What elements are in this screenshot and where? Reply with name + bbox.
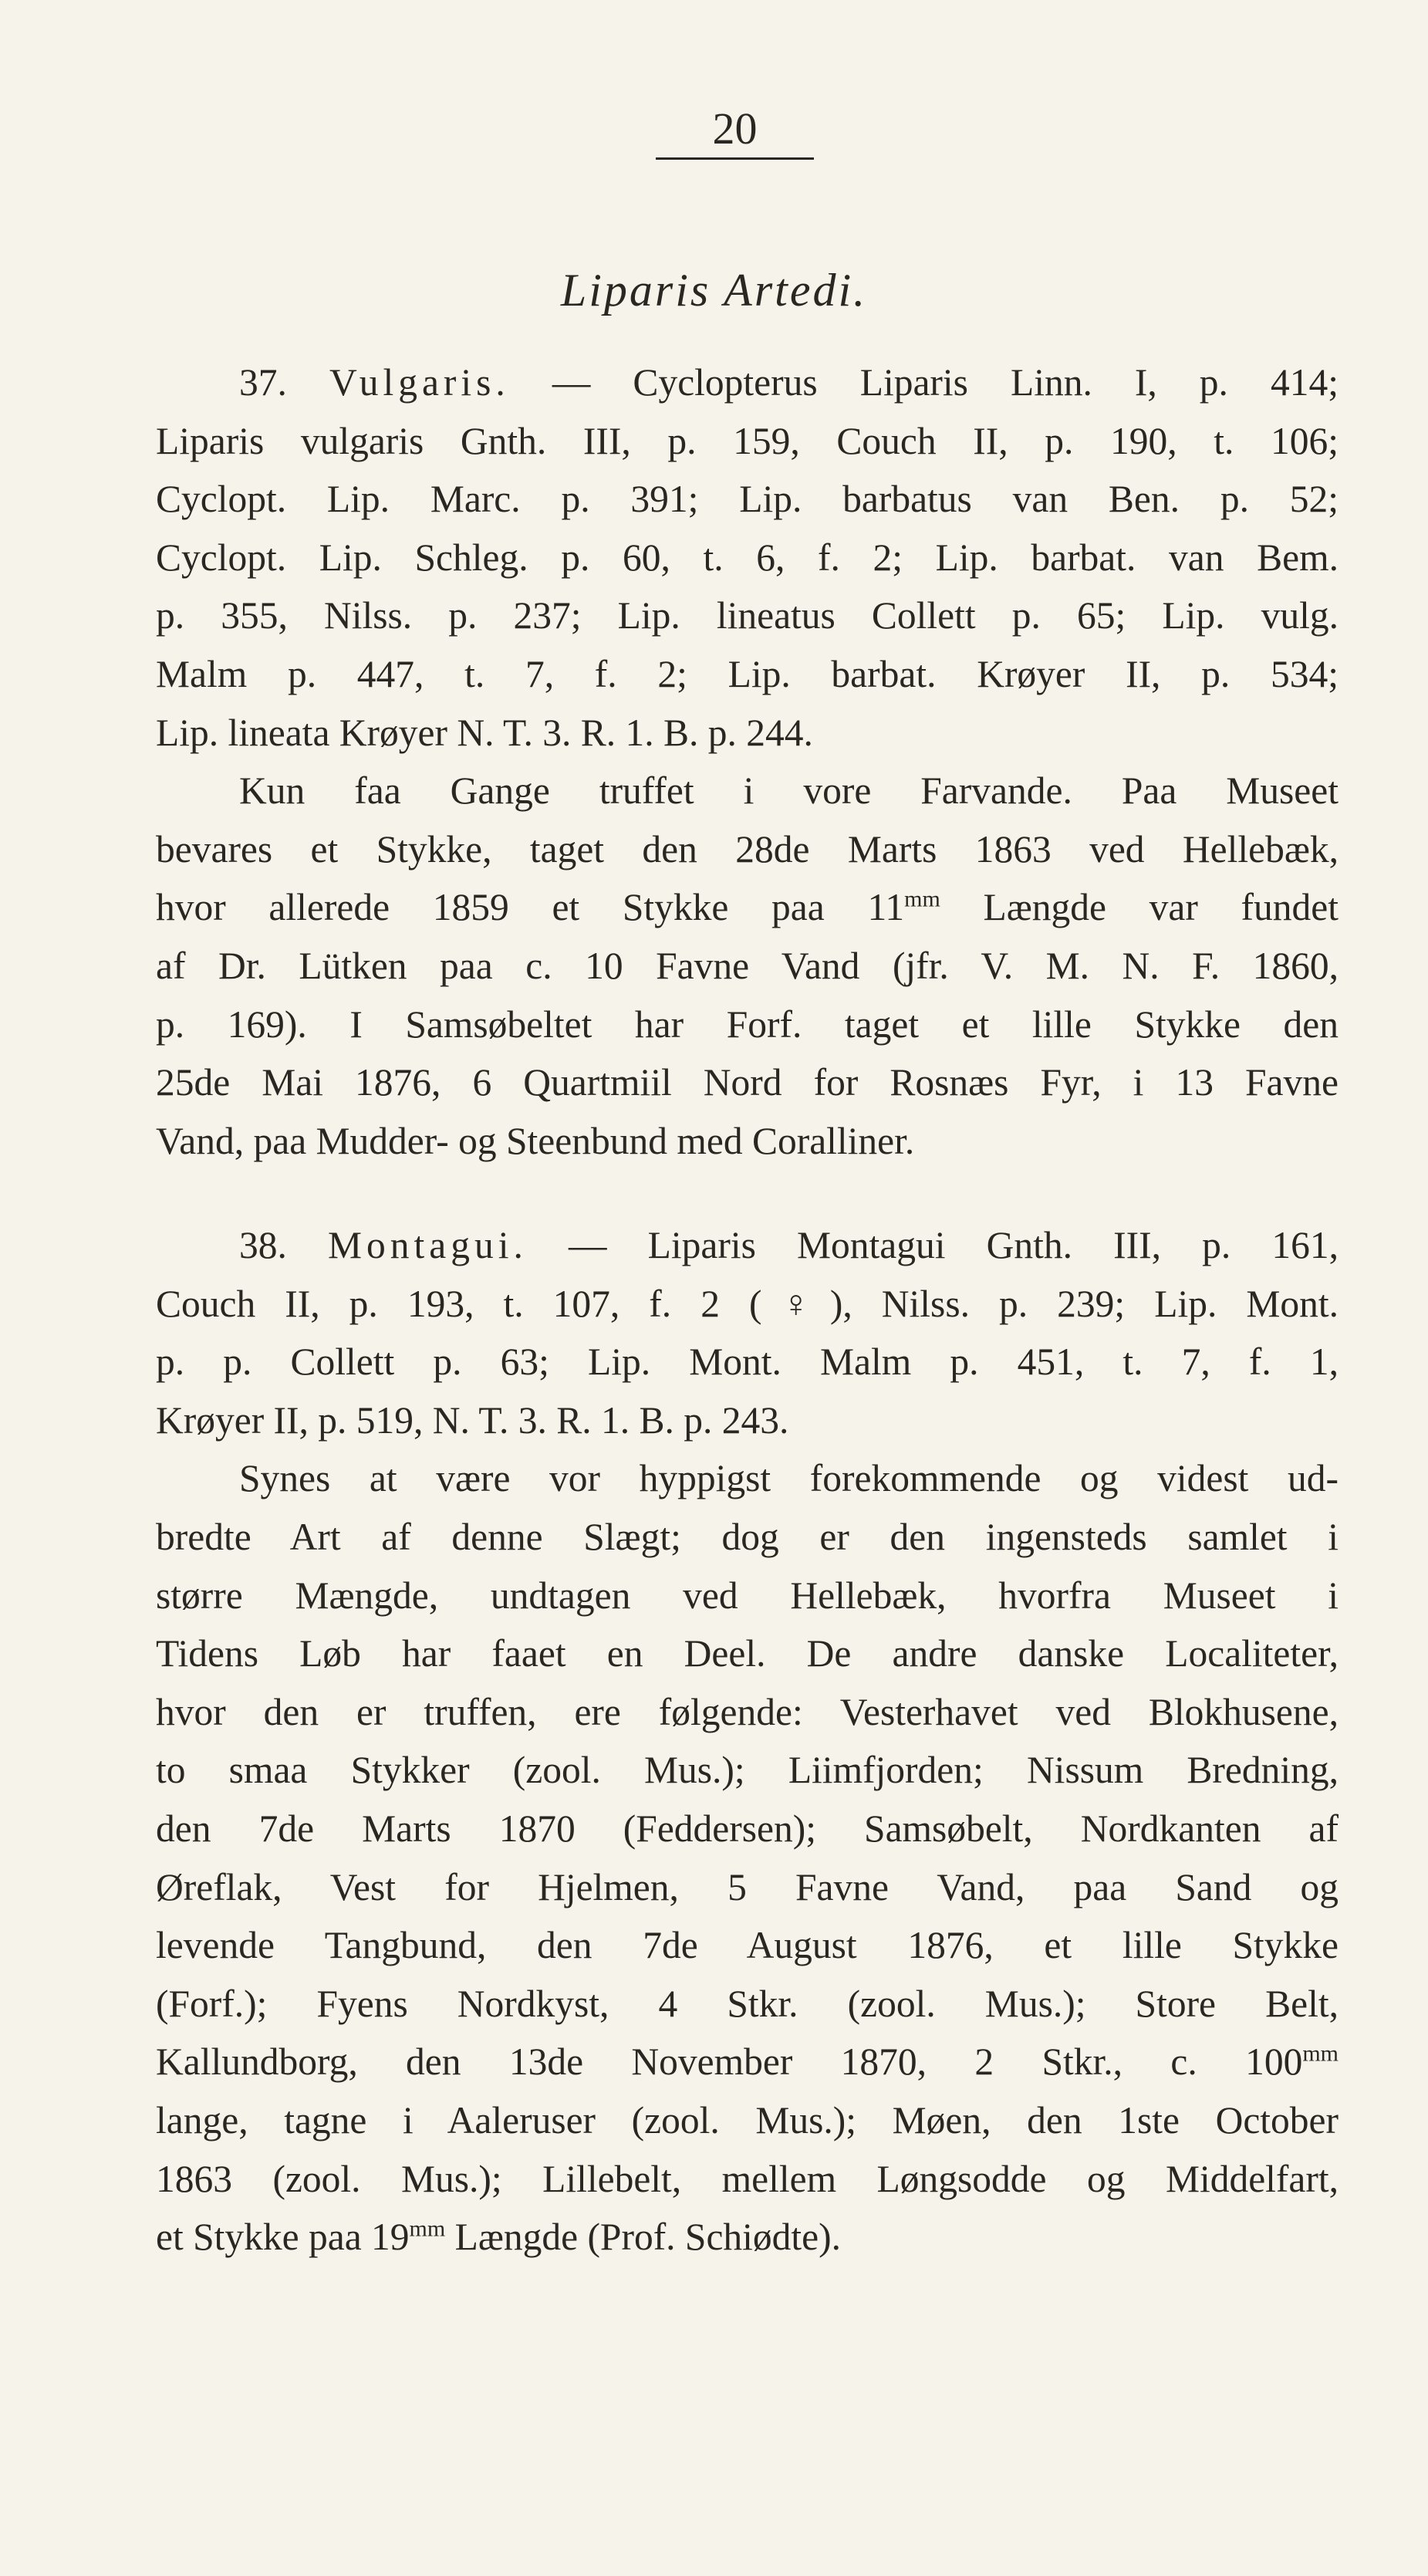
text-line: 1863 (zool. Mus.); Lillebelt, mellem Løngsodde og Middelfart,	[156, 2157, 1339, 2200]
synonymy-paragraph	[156, 1216, 1339, 1449]
page-number: 20	[656, 102, 814, 160]
synonymy-line: p. p. Collett p. 63; Lip. Mont. Malm p. 451, t. 7, f. 1,	[156, 1340, 1339, 1384]
text-line: Tidens Løb har faaet en Deel. De andre danske Localiteter,	[156, 1632, 1339, 1675]
text-line: bevares et Stykke, taget den 28de Marts 1863 ved Hellebæk,	[156, 827, 1339, 870]
synonymy-line: Malm p. 447, t. 7, f. 2; Lip. barbat. Krøyer II, p. 534;	[156, 652, 1339, 695]
unit-superscript: mm	[409, 2216, 446, 2242]
species-name: Vulgaris.	[329, 361, 510, 404]
text-line: 25de Mai 1876, 6 Quartmiil Nord for Rosnæs Fyr, i 13 Favne	[156, 1061, 1339, 1104]
text-line: to smaa Stykker (zool. Mus.); Liimfjorden; Nissum Bredning,	[156, 1749, 1339, 1792]
text-line: Synes at være vor hyppigst forekommende og videst ud-	[239, 1457, 1339, 1500]
text-line: (Forf.); Fyens Nordkyst, 4 Stkr. (zool. Mus.); Store Belt,	[156, 1982, 1339, 2025]
text-line: den 7de Marts 1870 (Feddersen); Samsøbelt, Nordkanten af	[156, 1807, 1339, 1850]
genus-heading: Liparis Artedi.	[560, 265, 868, 316]
synonymy-line: 38. Montagui. — Liparis Montagui Gnth. III, p. 161,	[239, 1224, 1339, 1266]
text-line: hvor den er truffen, ere følgende: Vesterhavet ved Blokhusene,	[156, 1690, 1339, 1733]
species-name: Montagui.	[328, 1224, 528, 1266]
unit-superscript: mm	[904, 886, 940, 912]
text-line: lange, tagne i Aaleruser (zool. Mus.); Møen, den 1ste October	[156, 2098, 1339, 2142]
text-line: levende Tangbund, den 7de August 1876, et lille Stykke	[156, 1924, 1339, 1967]
text-line: hvor allerede 1859 et Stykke paa $11^{mm}$ Længde var fundet	[156, 886, 1339, 929]
synonymy-paragraph	[156, 353, 1339, 762]
species-number: 38.	[239, 1224, 287, 1266]
text-line: p. 169). I Samsøbeltet har Forf. taget et lille Stykke den	[156, 1002, 1339, 1046]
text-line: bredte Art af denne Slægt; dog er den ingensteds samlet i	[156, 1515, 1339, 1558]
text-line: Øreflak, Vest for Hjelmen, 5 Favne Vand, paa Sand og	[156, 1865, 1339, 1908]
text-line: Kun faa Gange truffet i vore Farvande. Paa Museet	[239, 769, 1339, 813]
description-paragraph	[156, 762, 1339, 1170]
synonymy-line: Couch II, p. 193, t. 107, f. 2 (♀), Nilss. p. 239; Lip. Mont.	[156, 1282, 1339, 1325]
species-number: 37.	[239, 361, 287, 404]
synonymy-line: Lip. lineata Krøyer N. T. 3. R. 1. B. p. 244.	[156, 711, 813, 754]
synonymy-line: Liparis vulgaris Gnth. III, p. 159, Couch II, p. 190, t. 106;	[156, 419, 1339, 462]
synonymy-line: Cyclopt. Lip. Marc. p. 391; Lip. barbatus van Ben. p. 52;	[156, 478, 1339, 521]
text-line: Vand, paa Mudder- og Steenbund med Coralliner.	[156, 1119, 915, 1162]
species-entry-montagui	[156, 1216, 1339, 2267]
text-line: større Mængde, undtagen ved Hellebæk, hvorfra Museet i	[156, 1574, 1339, 1617]
species-entry-vulgaris	[156, 353, 1339, 1170]
unit-superscript: mm	[1302, 2040, 1339, 2067]
text-line: af Dr. Lütken paa c. 10 Favne Vand (jfr. V. M. N. F. 1860,	[156, 944, 1339, 987]
synonymy-line: Krøyer II, p. 519, N. T. 3. R. 1. B. p. 243.	[156, 1398, 789, 1442]
text-line: et Stykke paa $19^{mm}$ Længde (Prof. Schiødte).	[156, 2216, 842, 2259]
text-line: Kallundborg, den 13de November 1870, 2 Stkr., c. $100^{mm}$	[156, 2040, 1339, 2084]
synonymy-line: 37. Vulgaris. — Cyclopterus Liparis Linn. I, p. 414;	[239, 361, 1339, 404]
synonymy-line: Cyclopt. Lip. Schleg. p. 60, t. 6, f. 2; Lip. barbat. van Bem.	[156, 536, 1339, 579]
description-paragraph	[156, 1449, 1339, 2266]
synonymy-line: p. 355, Nilss. p. 237; Lip. lineatus Collett p. 65; Lip. vulg.	[156, 594, 1339, 637]
